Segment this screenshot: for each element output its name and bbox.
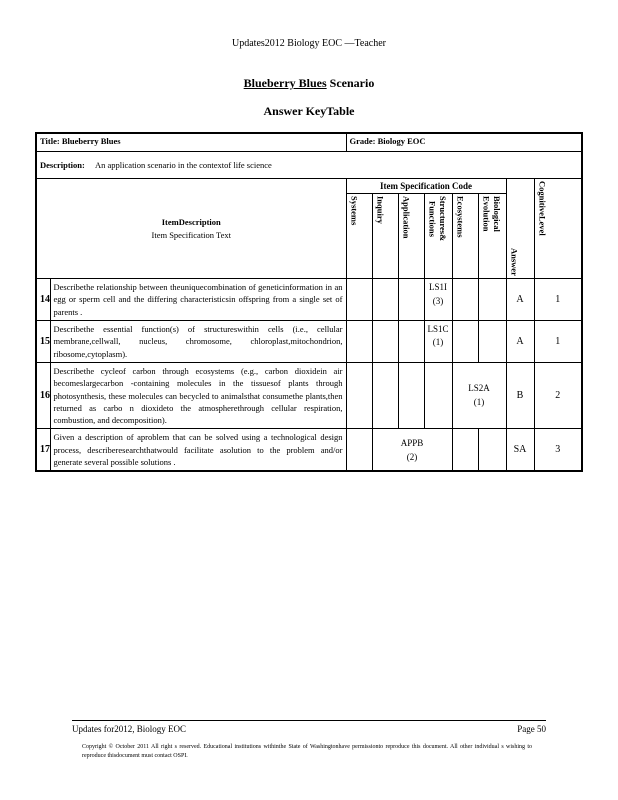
title-cell xyxy=(36,133,346,152)
document-title-suffix: Scenario xyxy=(329,76,375,90)
item-code-number: (1) xyxy=(473,396,485,407)
systems-cell xyxy=(346,279,372,321)
biological-evolution-label: Biological Evolution xyxy=(481,196,502,232)
grade-cell xyxy=(346,133,582,152)
copyright-notice: Copyright © October 2011 All right s reserved. Educational institutions withinthe State of Washingtonhave permissionto reproduce this document. All other individual s wishing to reproduce thisdocument must contact OSPI. xyxy=(82,744,532,759)
table-row xyxy=(36,362,582,429)
cognitive-level-cell: 1 xyxy=(534,279,582,321)
page-header: Updates2012 Biology EOC —Teacher xyxy=(232,38,386,49)
item-code: LS1C xyxy=(427,323,449,334)
document-subtitle: Answer KeyTable xyxy=(263,104,355,118)
answer-cell: A xyxy=(506,279,534,321)
answer-key-table xyxy=(35,132,583,472)
item-code-number: (3) xyxy=(432,295,444,306)
description-value: An application scenario in the contextof life science xyxy=(95,160,272,170)
item-spec-text-label: Item Specification Text xyxy=(151,230,232,240)
item-description-label: ItemDescription xyxy=(161,217,221,227)
item-number: 17 xyxy=(36,429,50,471)
item-code: LS1I xyxy=(429,282,448,292)
systems-cell xyxy=(346,320,372,362)
structures-functions-cell xyxy=(424,320,452,362)
footer-divider xyxy=(72,720,546,721)
inquiry-label: Inquiry xyxy=(375,196,386,224)
ecosystems-cell xyxy=(452,320,478,362)
item-number: 16 xyxy=(36,362,50,429)
grade-value: Biology EOC xyxy=(377,136,426,146)
item-number: 15 xyxy=(36,320,50,362)
item-description: Given a description of aproblem that can be solved using a technological design process, describeresearchthatwould facilitate asolution to the problem and/or generate several possible solutions . xyxy=(50,429,346,471)
answer-cell: B xyxy=(506,362,534,429)
description-label: Description: xyxy=(40,160,85,170)
application-cell xyxy=(372,429,452,471)
cognitive-level-label: CognitiveLevel xyxy=(537,181,548,236)
inquiry-cell xyxy=(372,362,398,429)
systems-cell xyxy=(346,362,372,429)
structures-functions-cell xyxy=(424,279,452,321)
page-number: Page 50 xyxy=(517,724,546,734)
title-row xyxy=(36,133,582,152)
document-title-main: Blueberry Blues xyxy=(243,76,327,90)
application-cell xyxy=(398,279,424,321)
document-title xyxy=(0,76,618,91)
title-value: Blueberry Blues xyxy=(61,136,121,146)
application-label: Application xyxy=(401,196,412,239)
ecosystems-header xyxy=(452,194,478,279)
item-code-number: (1) xyxy=(432,337,444,348)
item-number: 14 xyxy=(36,279,50,321)
systems-cell xyxy=(346,429,372,471)
table-row xyxy=(36,429,582,471)
biological-evolution-cell xyxy=(478,320,506,362)
biological-evolution-header xyxy=(478,194,506,279)
answer-cell: A xyxy=(506,320,534,362)
cognitive-level-cell: 1 xyxy=(534,320,582,362)
structures-functions-label: Structures& Functions xyxy=(427,196,448,242)
answer-cell: SA xyxy=(506,429,534,471)
item-description: Describethe relationship between theuniquecombination of geneticinformation in an egg or sperm cell and the differing characteristicsin offspring from a single set of parents . xyxy=(50,279,346,321)
description-row xyxy=(36,152,582,179)
application-header xyxy=(398,194,424,279)
inquiry-header xyxy=(372,194,398,279)
cognitive-level-cell: 3 xyxy=(534,429,582,471)
item-description-header xyxy=(36,179,346,279)
answer-header xyxy=(506,179,534,279)
item-code: LS2A xyxy=(468,383,490,394)
inquiry-cell xyxy=(372,320,398,362)
ecosystems-label: Ecosystems xyxy=(455,196,466,238)
item-code-number: (2) xyxy=(406,451,418,462)
ecosystems-cell xyxy=(452,429,478,471)
structures-functions-cell xyxy=(424,362,452,429)
inquiry-cell xyxy=(372,279,398,321)
column-header-row-1 xyxy=(36,179,582,194)
ecosystems-cell xyxy=(452,362,506,429)
table-row xyxy=(36,279,582,321)
systems-header xyxy=(346,194,372,279)
biological-evolution-cell xyxy=(478,429,506,471)
item-code: APPB xyxy=(400,438,424,449)
structures-functions-header xyxy=(424,194,452,279)
cognitive-level-cell: 2 xyxy=(534,362,582,429)
item-spec-code-header: Item Specification Code xyxy=(346,179,506,194)
answer-label: Answer xyxy=(509,248,520,276)
title-label: Title: xyxy=(40,136,60,146)
cognitive-level-header xyxy=(534,179,582,279)
table-row xyxy=(36,320,582,362)
item-description: Describethe cycleof carbon through ecosystems (e.g., carbon dioxidein air becomeslargecarbon -containing molecules in the tissuesof plants through photosynthesis, these molecules can becycled to animalsthat consumethe plants,then returned as carbo n dioxideto the atmospherethrough cellular respiration, combustion, and decomposition). xyxy=(50,362,346,429)
item-description: Describethe essential function(s) of structureswithin cells (i.e., cellular membrane,cellwall, nucleus, chromosome, chloroplast,mitochondrion, ribosome,cytoplasm). xyxy=(50,320,346,362)
application-cell xyxy=(398,362,424,429)
description-cell xyxy=(36,152,582,179)
application-cell xyxy=(398,320,424,362)
grade-label: Grade: xyxy=(349,136,376,146)
footer-left-text: Updates for2012, Biology EOC xyxy=(72,724,186,734)
ecosystems-cell xyxy=(452,279,478,321)
systems-label: Systems xyxy=(349,196,360,226)
biological-evolution-cell xyxy=(478,279,506,321)
